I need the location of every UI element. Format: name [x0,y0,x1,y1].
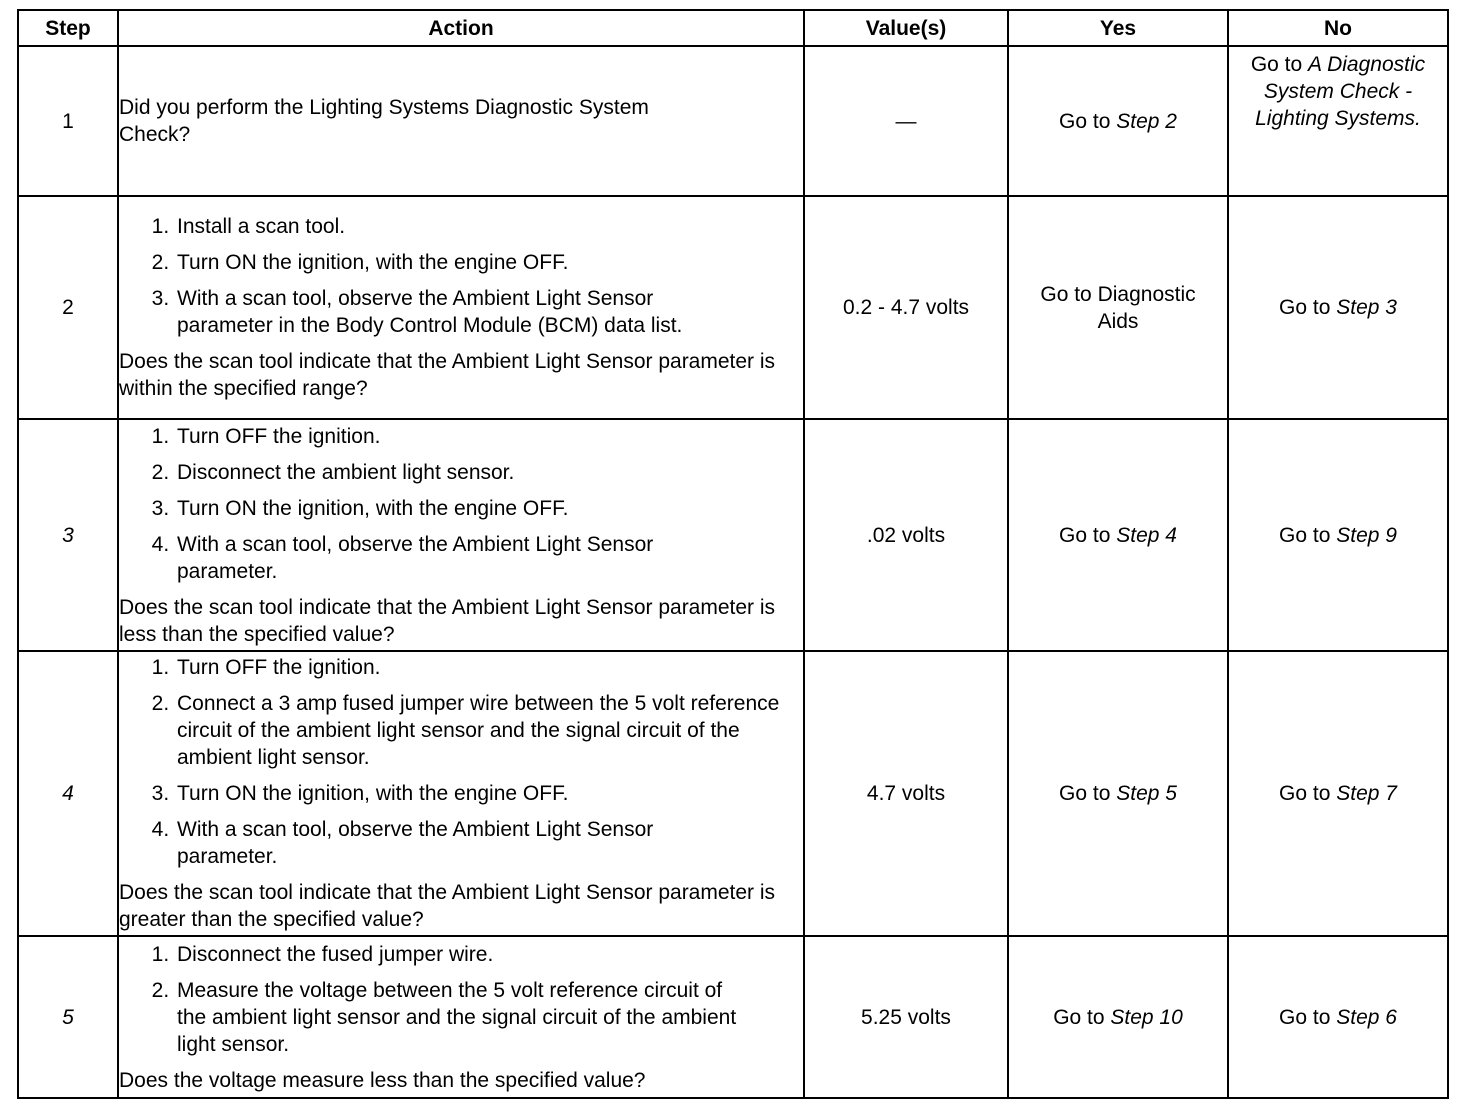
no-cell [1228,936,1448,1098]
action-cell [118,936,804,1098]
no-step-link[interactable]: Step 9 [1336,523,1397,547]
value-cell [804,651,1008,936]
table-row [18,196,1448,419]
header-yes: Yes [1008,10,1228,46]
action-step: 3. Turn ON the ignition, with the engine OFF. [175,780,803,807]
no-cell [1228,196,1448,419]
header-no: No [1228,10,1448,46]
value-text: — [895,109,917,133]
no-prefix: Go to [1279,782,1337,805]
action-step: 2. Connect a 3 amp fused jumper wire between the 5 volt reference circuit of the ambient light sensor and the signal circuit of the ambient light sensor. [175,690,803,771]
no-prefix: Go to [1250,53,1309,76]
value-text: .02 volts [866,523,946,547]
step-number: 2 [18,196,118,419]
yes-prefix: Go to [1053,1005,1111,1029]
no-step-link[interactable]: Step 6 [1336,1005,1397,1029]
action-cell [118,46,804,196]
no-cell [1228,419,1448,651]
action-step: 2. Measure the voltage between the 5 volt reference circuit of the ambient light sensor and the signal circuit of the ambient light sensor. [175,977,737,1058]
yes-prefix: Go to [1059,782,1117,805]
value-text: 5.25 volts [861,1005,951,1029]
action-question: Does the scan tool indicate that the Ambient Light Sensor parameter is less than the specified value? [119,595,776,646]
value-text: 4.7 volts [866,782,946,805]
yes-step-link[interactable]: Step 4 [1116,523,1177,547]
action-steps [119,654,803,870]
action-cell [118,419,804,651]
yes-diagnostic-aids-link[interactable]: Go to Diagnostic Aids [1040,282,1196,333]
action-question: Does the scan tool indicate that the Ambient Light Sensor parameter is greater than the specified value? [119,881,776,931]
step-number: 4 [18,651,118,936]
no-cell [1228,651,1448,936]
diagnostic-table [17,9,1449,1099]
yes-prefix: Go to [1059,523,1117,547]
yes-cell [1008,46,1228,196]
no-step-link[interactable]: Step 7 [1336,782,1397,805]
action-step: 4. With a scan tool, observe the Ambient Light Sensor parameter. [175,531,737,585]
action-step: 2. Disconnect the ambient light sensor. [175,459,803,486]
action-step: 3. Turn ON the ignition, with the engine OFF. [175,495,803,522]
step-number: 1 [18,46,118,196]
value-cell [804,419,1008,651]
action-step: 3. With a scan tool, observe the Ambient Light Sensor parameter in the Body Control Module (BCM) data list. [175,285,737,339]
action-step: 1. Turn OFF the ignition. [175,654,803,681]
action-step: 1. Disconnect the fused jumper wire. [175,941,803,968]
action-step: 1. Install a scan tool. [175,213,803,240]
action-steps [119,423,803,585]
no-prefix: Go to [1279,1005,1337,1029]
action-cell [118,651,804,936]
header-values: Value(s) [804,10,1008,46]
yes-cell [1008,419,1228,651]
value-cell [804,196,1008,419]
value-cell [804,936,1008,1098]
yes-cell [1008,196,1228,419]
action-cell [118,196,804,419]
action-step: 2. Turn ON the ignition, with the engine OFF. [175,249,803,276]
yes-step-link[interactable]: Step 10 [1110,1005,1183,1029]
step-number: 3 [18,419,118,651]
yes-step-link[interactable]: Step 2 [1116,109,1177,133]
action-steps [119,941,803,1058]
no-prefix: Go to [1279,523,1337,547]
value-text: 0.2 - 4.7 volts [842,296,970,319]
no-step-link[interactable]: Step 3 [1336,296,1397,319]
no-prefix: Go to [1279,296,1337,319]
yes-prefix: Go to [1059,109,1117,133]
table-row [18,651,1448,936]
action-steps [119,213,803,339]
diagnostic-table-container [17,9,1449,1099]
action-step: 1. Turn OFF the ignition. [175,423,803,450]
step-number: 5 [18,936,118,1098]
header-step: Step [18,10,118,46]
table-row [18,46,1448,196]
value-cell [804,46,1008,196]
yes-cell [1008,936,1228,1098]
action-step: 4. With a scan tool, observe the Ambient Light Sensor parameter. [175,816,737,870]
yes-step-link[interactable]: Step 5 [1116,782,1177,805]
table-row [18,936,1448,1098]
table-row [18,419,1448,651]
yes-cell [1008,651,1228,936]
no-step-link[interactable]: A Diagnostic System Check - Lighting Systems. [1255,53,1426,130]
header-action: Action [118,10,804,46]
action-question: Does the voltage measure less than the specified value? [119,1068,646,1092]
action-question: Did you perform the Lighting Systems Diagnostic System Check? [119,96,649,146]
header-row [18,10,1448,46]
action-question: Does the scan tool indicate that the Ambient Light Sensor parameter is within the specified range? [119,350,776,400]
no-cell [1228,46,1448,196]
